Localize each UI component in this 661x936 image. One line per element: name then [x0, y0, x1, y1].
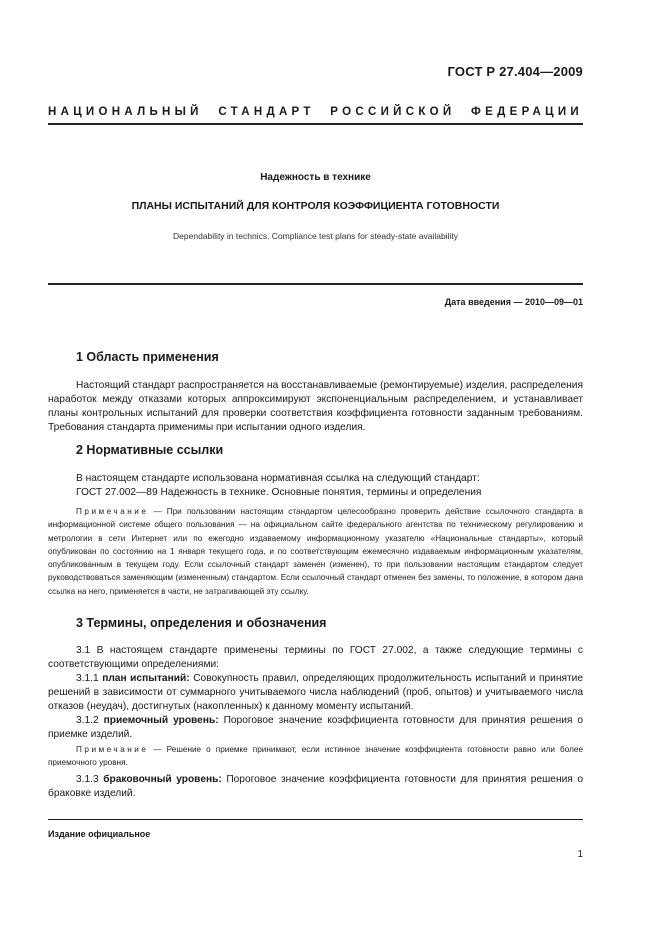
clause-3-1-3	[48, 773, 583, 801]
clause-3-1-2	[48, 714, 583, 742]
clause-number: 3.1.3	[76, 774, 104, 785]
clause-number: 3.1.2	[76, 715, 104, 726]
english-title: Dependability in technics. Compliance test plans for steady-state availability	[173, 231, 458, 241]
clause-number: 3.1.1	[76, 673, 103, 684]
document-code: ГОСТ Р 27.404—2009	[447, 64, 583, 79]
header-divider	[48, 123, 583, 125]
document-title: ПЛАНЫ ИСПЫТАНИЙ ДЛЯ КОНТРОЛЯ КОЭФФИЦИЕНТА ГОТОВНОСТИ	[131, 200, 500, 212]
section-1-text: Настоящий стандарт распространяется на восстанавливаемые (ремонтируемые) изделия, распределения наработок между отказами которых аппроксимируют экспоненциальным распределением, и устанавливает планы контрольных испытаний для проверки соответствия коэффициента готовности заданным требованиям. Требования стандарта применимы при испытании одного изделия.	[48, 380, 583, 433]
note-text: — Решение о приемке принимают, если истинное значение коэффициента готовности равно или более приемочного уровня.	[48, 745, 583, 768]
note-label: Примечание	[76, 507, 149, 516]
page-number: 1	[577, 849, 583, 860]
section-2-line-1: В настоящем стандарте использована нормативная ссылка на следующий стандарт:	[76, 473, 480, 484]
section-2-heading: 2 Нормативные ссылки	[76, 443, 224, 457]
note-label: Примечание	[76, 745, 149, 754]
section-2-note	[48, 505, 583, 598]
footer-divider	[48, 819, 583, 820]
definition: Пороговое значение коэффициента готовности для принятия решения о браковке изделий.	[48, 774, 583, 799]
term: план испытаний:	[102, 673, 190, 684]
term: браковочный уровень:	[103, 774, 222, 785]
term: приемочный уровень:	[103, 715, 219, 726]
section-1-heading: 1 Область применения	[76, 350, 219, 364]
title-divider	[48, 283, 583, 285]
document-topic: Надежность в технике	[260, 172, 371, 183]
definition: Пороговое значение коэффициента готовности для принятия решения о приемке изделий.	[48, 715, 583, 740]
section-3-note	[48, 743, 583, 770]
effective-date: Дата введения — 2010—09—01	[444, 297, 583, 307]
clause-3-1-1	[48, 672, 583, 714]
definition: Совокупность правил, определяющих продолжительность испытаний и принятие решений в зависимости от суммарного учитываемого числа наблюдений (проб, опытов) и учитываемого числа отказов (неудач), достигнутых (накопленных) к данному моменту испытаний.	[48, 673, 583, 712]
section-2-reference: ГОСТ 27.002—89 Надежность в технике. Основные понятия, термины и определения	[76, 487, 482, 498]
national-standard-banner: НАЦИОНАЛЬНЫЙ СТАНДАРТ РОССИЙСКОЙ ФЕДЕРАЦИИ	[48, 106, 583, 118]
clause-3-1: 3.1 В настоящем стандарте применены термины по ГОСТ 27.002, а также следующие термины с соответствующими определениями:	[48, 645, 583, 670]
official-edition-label: Издание официальное	[48, 829, 151, 839]
section-3-heading: 3 Термины, определения и обозначения	[76, 616, 327, 630]
note-text: — При пользовании настоящим стандартом целесообразно проверить действие ссылочного стандарта в информационной системе общего пользования — на официальном сайте федерального агентства по техническому регулированию и метрологии в сети Интернет или по ежегодно издаваемому информационному указателю «Национальные стандарты», который опубликован по состоянию на 1 января текущего года, и по соответствующим ежемесячно издаваемым информационным указателям, опубликованным в текущем году. Если ссылочный стандарт заменен (изменен), то при пользовании настоящим стандартом следует руководствоваться заменяющим (измененным) стандартом. Если ссылочный стандарт отменен без замены, то положение, в котором дана ссылка на него, применяется в части, не затрагивающей эту ссылку.	[48, 507, 583, 596]
